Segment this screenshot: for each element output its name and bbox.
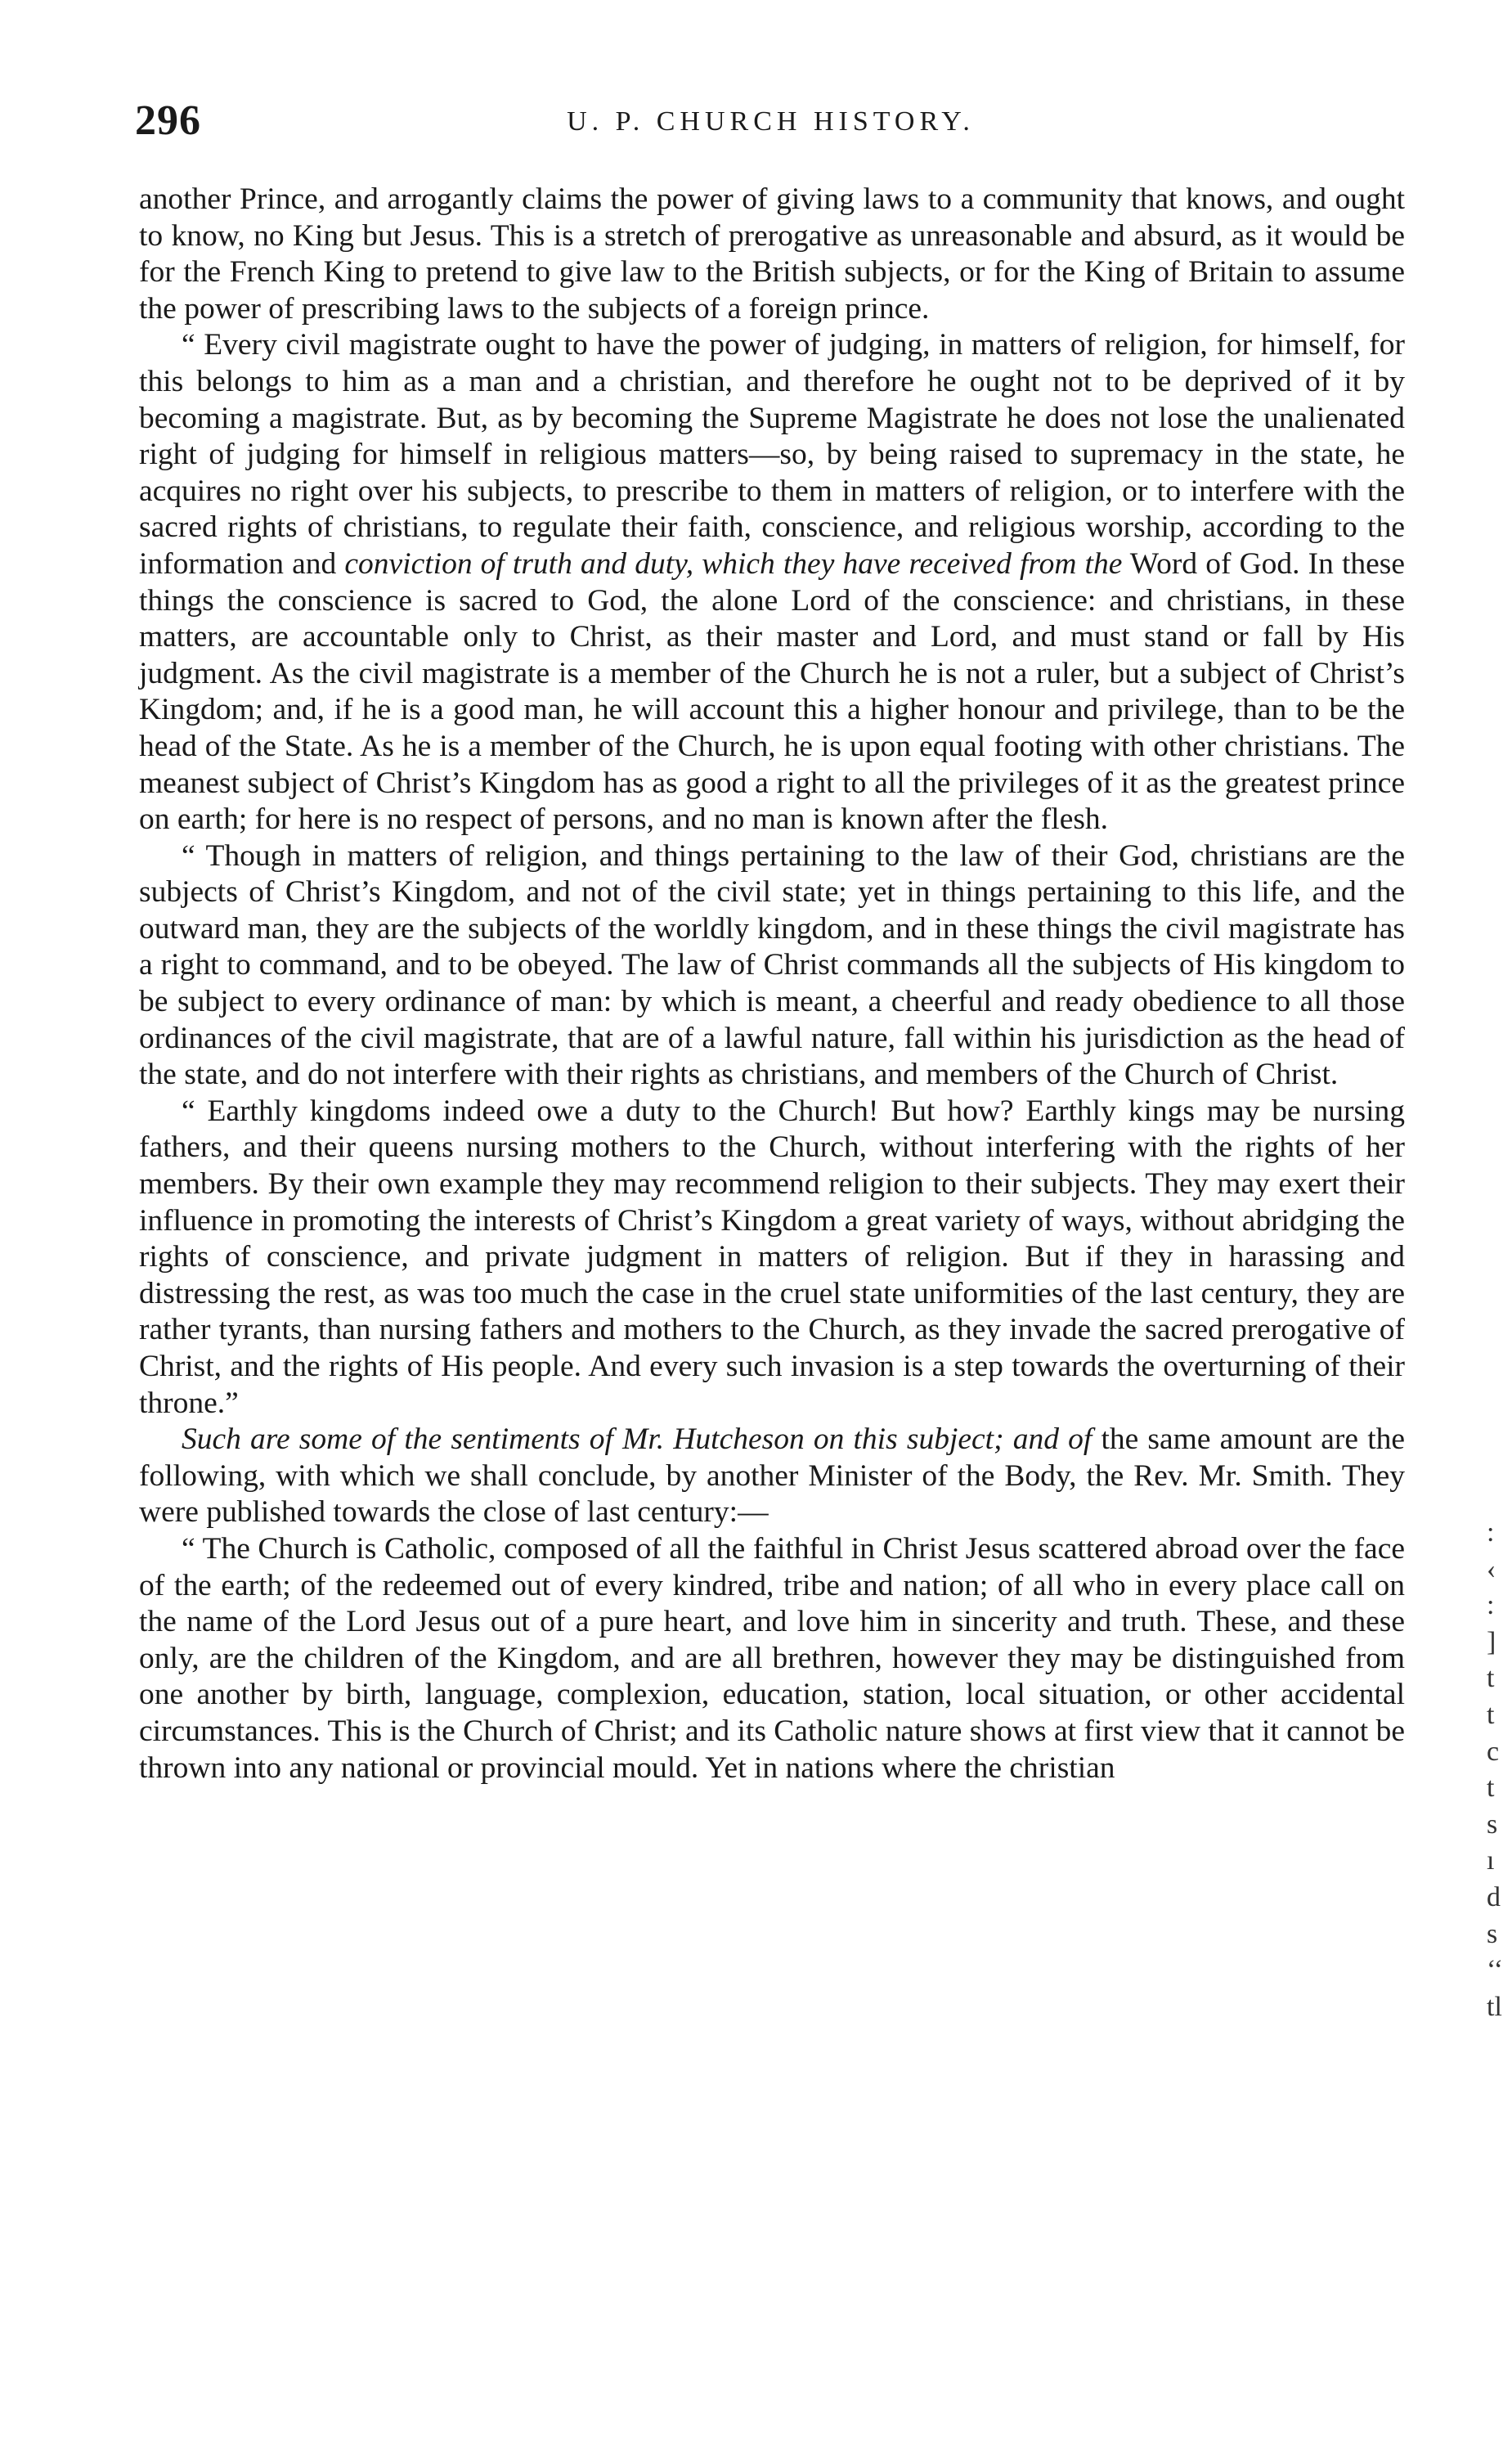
adjacent-page-edge — [1487, 1515, 1512, 2025]
edge-glyph: ı — [1487, 1845, 1495, 1876]
page-number: 296 — [135, 97, 201, 144]
edge-glyph: d — [1487, 1881, 1501, 1912]
edge-glyph: c — [1487, 1736, 1500, 1767]
italic-text: conviction of truth and duty, which they have received from the — [344, 546, 1123, 581]
edge-glyph: ‘‘ — [1487, 1955, 1504, 1986]
edge-glyph: : — [1487, 1590, 1495, 1621]
edge-glyph: ] — [1487, 1626, 1496, 1657]
paragraph-text: the same amount are the following, with which we shall conclude, by another Minister of the Body, the Rev. Mr. Smith. They were published towards the close of last century:— — [139, 1422, 1406, 1530]
edge-glyph: : — [1487, 1517, 1495, 1548]
edge-glyph: t — [1487, 1773, 1495, 1804]
paragraph-text: “ Every civil magistrate ought to have the power of judging, in matters of religion, for himself, for this belongs to him as a man and a christian, and therefore he ought not to be deprived of it by becoming a magistrate. But, as by becoming the Supreme Magistrate he does not lose the unalienated right of judging for himself in religious matters—so, by being raised to supremacy in the state, he acquires no right over his subjects, to prescribe to them in matters of religion, or to interfere with the sacred rights of christians, to regulate their faith, conscience, and religious worship, according to the information and — [139, 328, 1405, 581]
paragraph-civil-magistrate — [139, 327, 1405, 838]
italic-text: Such are some of the sentiments of Mr. Hutcheson on this subject; and of — [182, 1422, 1092, 1457]
paragraph-matters-of-religion: “ Though in matters of religion, and things pertaining to the law of their God, christians are the subjects of Christ’s Kingdom, and not of the civil state; yet in things pertaining to this life, and the outward man, they are the subjects of the worldly kingdom, and in these things the civil magistrate has a right to command, and to be obeyed. The law of Christ commands all the subjects of His kingdom to be subject to every ordinance of man: by which is meant, a cheerful and ready obedience to all those ordinances of the civil magistrate, that are of a lawful nature, fall within his jurisdiction as the head of the state, and do not interfere with their rights as christians, and members of the Church of Christ. — [139, 838, 1405, 1092]
paragraph-sentiments — [139, 1422, 1405, 1531]
paragraph-text: Word of God. In these things the conscience is sacred to God, the alone Lord of the conscience: and christians, in these matters, are accountable only to Christ, as their master and Lord, and must stand or fall by His judgment. As the civil magistrate is a member of the Church he is not a ruler, but a subject of Christ’s Kingdom; and, if he is a good man, he will account this a higher honour and privilege, than to be the head of the State. As he is a member of the Church, he is upon equal footing with other christians. The meanest subject of Christ’s Kingdom has as good a right to all the privileges of it as the greatest prince on earth; for here is no respect of persons, and no man is known after the flesh. — [139, 546, 1405, 837]
edge-glyph: t — [1487, 1663, 1495, 1694]
paragraph-earthly-kingdoms: “ Earthly kingdoms indeed owe a duty to the Church! But how? Earthly kings may be nursing fathers, and their queens nursing mothers to the Church, without interfering with the rights of her members. By their own example they may recommend religion to their subjects. They may exert their influence in promoting the interests of Christ’s Kingdom a great variety of ways, without abridging the rights of conscience, and private judgment in matters of religion. But if they in harassing and distressing the rest, as was too much the case in the cruel state uniformities of the last century, they are rather tyrants, than nursing fathers and mothers to the Church, as they invade the sacred prerogative of Christ, and the rights of His people. And every such invasion is a step towards the overturning of their throne.” — [139, 1094, 1405, 1420]
paragraph-continued: another Prince, and arrogantly claims the power of giving laws to a community that knows, and ought to know, no King but Jesus. This is a stretch of prerogative as unreasonable and absurd, as it would be for the French King to pretend to give law to the British subjects, or for the King of Britain to assume the power of prescribing laws to the subjects of a foreign prince. — [139, 182, 1405, 326]
paragraph-church-catholic: “ The Church is Catholic, composed of all the faithful in Christ Jesus scattered abroad over the face of the earth; of the redeemed out of every kindred, tribe and nation; of all who in every place call on the name of the Lord Jesus out of a pure heart, and love him in sincerity and truth. These, and these only, are the children of the Kingdom, and are all brethren, however they may be distinguished from one another by birth, language, complexion, education, station, local situation, or other accidental circumstances. This is the Church of Christ; and its Catholic nature shows at first view that it cannot be thrown into any national or provincial mould. Yet in nations where the christian — [139, 1531, 1405, 1785]
running-head: U. P. CHURCH HISTORY. — [567, 106, 975, 137]
edge-glyph: s — [1487, 1918, 1498, 1949]
edge-glyph: t — [1487, 1699, 1495, 1730]
edge-glyph: s — [1487, 1809, 1498, 1840]
edge-glyph: ‹ — [1487, 1553, 1496, 1584]
page-body — [139, 182, 1405, 1786]
edge-glyph: tl — [1487, 1991, 1502, 2022]
page-header — [135, 97, 1407, 154]
